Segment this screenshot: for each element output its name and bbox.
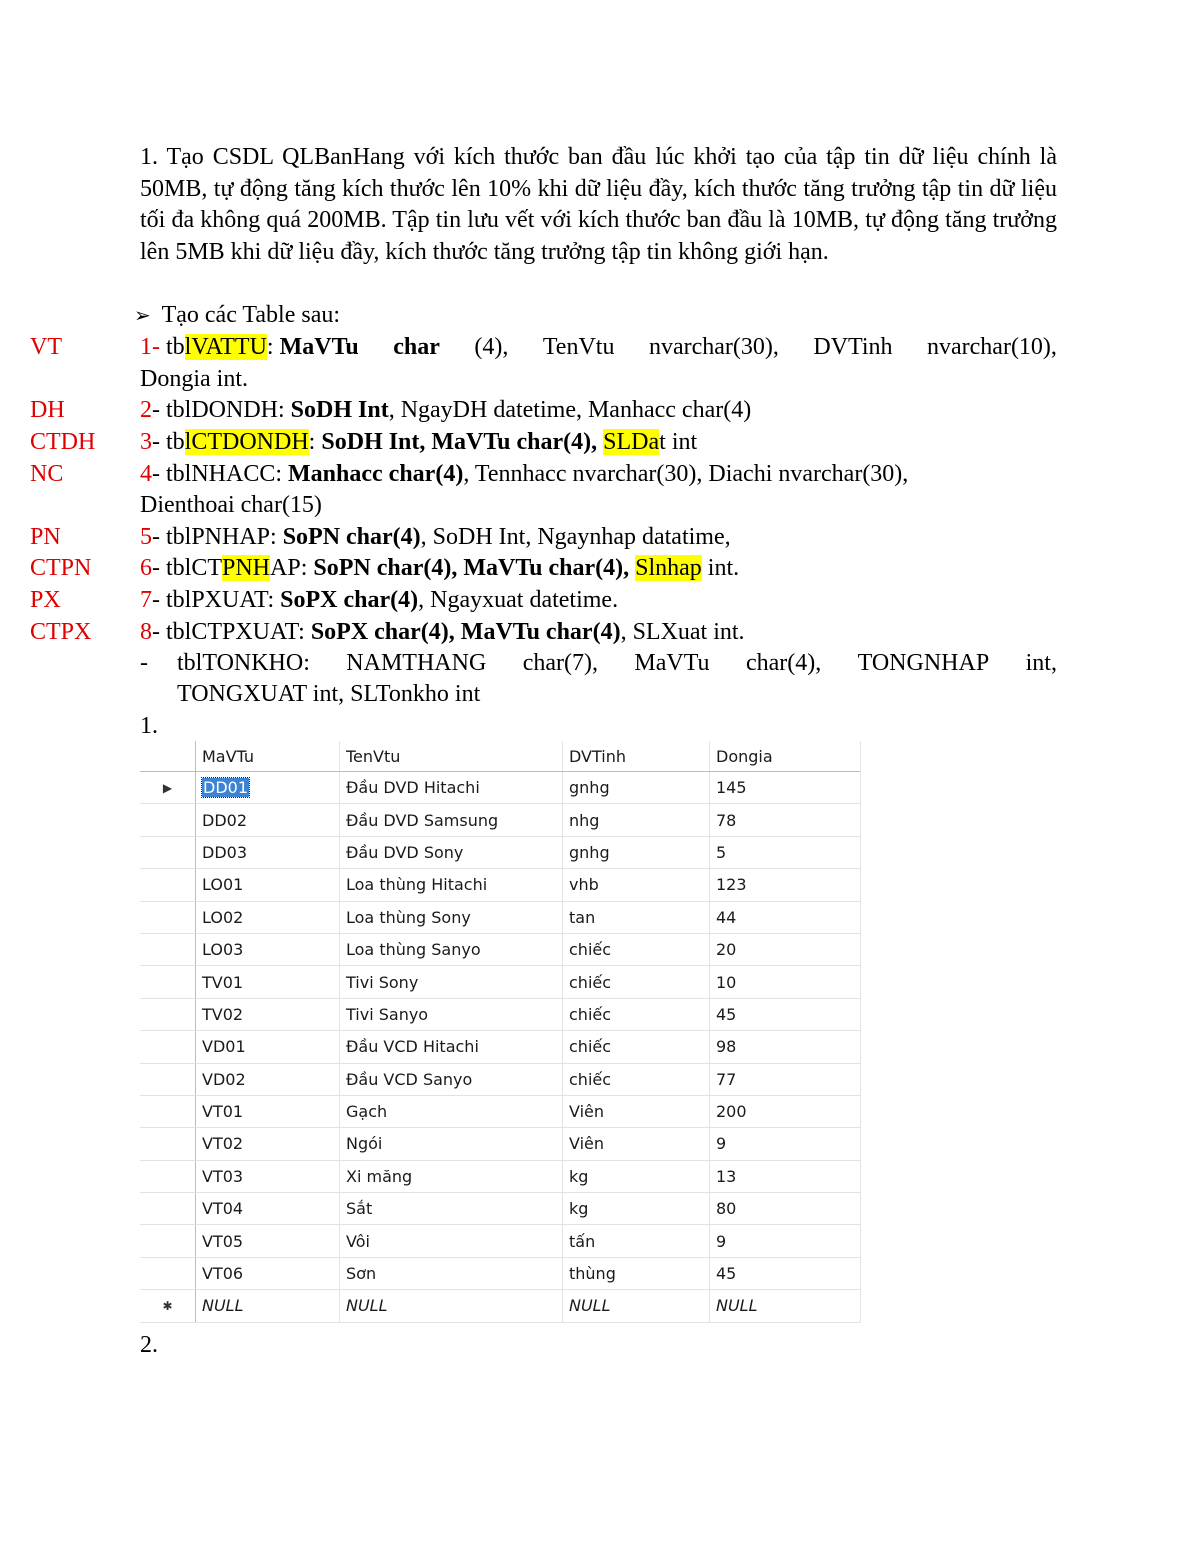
grid-cell-value: Loa thùng Hitachi — [346, 875, 488, 895]
table-row[interactable] — [140, 966, 860, 998]
grid-cell-value: Ngói — [346, 1134, 383, 1154]
grid-cell[interactable] — [563, 1096, 710, 1127]
grid-cell[interactable] — [563, 902, 710, 933]
grid-cell[interactable] — [196, 1128, 340, 1159]
grid-cell-value: gnhg — [569, 778, 610, 798]
grid-cell-value: 45 — [716, 1004, 737, 1024]
grid-cell-value: Vôi — [346, 1231, 370, 1251]
table-row[interactable] — [140, 1258, 860, 1290]
grid-cell[interactable] — [340, 934, 563, 965]
grid-cell-value: 13 — [716, 1166, 737, 1186]
grid-cell[interactable]: NULL — [340, 1290, 563, 1321]
grid-cell[interactable] — [563, 1031, 710, 1062]
grid-cell-value: VT05 — [202, 1231, 244, 1251]
arrow-bullet-icon: ➢ — [134, 303, 151, 327]
grid-cell-value: 145 — [716, 778, 747, 798]
grid-cell-value: DD02 — [202, 810, 247, 830]
grid-cell[interactable] — [196, 1193, 340, 1224]
grid-cell-value: chiếc — [569, 1037, 612, 1057]
table-row[interactable] — [140, 837, 860, 869]
grid-cell[interactable] — [710, 1258, 860, 1289]
grid-cell[interactable] — [710, 1225, 860, 1256]
grid-cell-value: VD01 — [202, 1037, 246, 1057]
grid-cell[interactable] — [563, 1258, 710, 1289]
table-row[interactable] — [140, 902, 860, 934]
table-def-4: 4- tblNHACC: Manhacc char(4), Tennhacc nvarchar(30), Diachi nvarchar(30), — [140, 461, 909, 487]
grid-cell[interactable] — [563, 934, 710, 965]
row-selector[interactable] — [140, 837, 196, 868]
grid-cell[interactable] — [563, 804, 710, 835]
table-row[interactable] — [140, 999, 860, 1031]
abbr-ctpx: CTPX — [30, 619, 92, 645]
grid-cell-value: Xi măng — [346, 1166, 413, 1186]
grid-cell-value: tấn — [569, 1231, 596, 1251]
grid-cell[interactable]: NULL — [563, 1290, 710, 1321]
grid-cell-value: 45 — [716, 1264, 737, 1284]
grid-cell[interactable] — [563, 869, 710, 900]
grid-cell[interactable] — [196, 1258, 340, 1289]
row-selector[interactable] — [140, 966, 196, 997]
grid-cell-value: Đầu DVD Samsung — [346, 810, 499, 830]
grid-cell[interactable] — [340, 1258, 563, 1289]
grid-cell[interactable] — [196, 1031, 340, 1062]
grid-cell-value: Loa thùng Sanyo — [346, 940, 481, 960]
grid-cell-value: 200 — [716, 1102, 747, 1122]
grid-cell-value: kg — [569, 1166, 589, 1186]
grid-cell-value: Tivi Sanyo — [346, 1004, 429, 1024]
table-row[interactable] — [140, 1096, 860, 1128]
table-def-5: 5- tblPNHAP: SoPN char(4), SoDH Int, Ngaynhap datatime, — [140, 524, 731, 550]
grid-cell[interactable] — [196, 1225, 340, 1256]
grid-cell[interactable] — [563, 1161, 710, 1192]
grid-cell-value: VD02 — [202, 1069, 246, 1089]
abbr-vt: VT — [30, 334, 62, 360]
table-def-1: 1- tblVATTU: MaVTu char (4), TenVtu nvarchar(30), DVTinh nvarchar(10), — [140, 334, 1057, 360]
table-row[interactable] — [140, 1031, 860, 1063]
grid-cell-value: 98 — [716, 1037, 737, 1057]
grid-cell[interactable] — [710, 1064, 860, 1095]
table-row[interactable] — [140, 1161, 860, 1193]
abbr-nc: NC — [30, 461, 64, 487]
grid-cell-value: Viên — [569, 1134, 605, 1154]
grid-cell[interactable] — [196, 804, 340, 835]
table-def-9: - tblTONKHO: NAMTHANG char(7), MaVTu char(4), TONGNHAP int, — [140, 650, 1057, 676]
grid-cell[interactable] — [196, 999, 340, 1030]
row-selector[interactable] — [140, 934, 196, 965]
grid-cell-value: Sắt — [346, 1199, 373, 1219]
grid-cell[interactable] — [340, 772, 563, 803]
abbr-px: PX — [30, 587, 61, 613]
grid-cell-value: 44 — [716, 907, 737, 927]
row-selector[interactable] — [140, 1064, 196, 1095]
table-row[interactable] — [140, 772, 860, 804]
grid-cell-value: 9 — [716, 1134, 727, 1154]
row-selector[interactable] — [140, 1031, 196, 1062]
grid-cell-value: Gạch — [346, 1102, 388, 1122]
table-def-8: 8- tblCTPXUAT: SoPX char(4), MaVTu char(4), SLXuat int. — [140, 619, 745, 645]
grid-cell-value: chiếc — [569, 1069, 612, 1089]
grid-cell-value: Đầu DVD Hitachi — [346, 778, 480, 798]
table-row[interactable] — [140, 1128, 860, 1160]
row-selector[interactable] — [140, 869, 196, 900]
grid-cell-value: 80 — [716, 1199, 737, 1219]
grid-cell[interactable] — [563, 1193, 710, 1224]
grid-cell-value: kg — [569, 1199, 589, 1219]
row-selector[interactable] — [140, 1128, 196, 1159]
new-row-star-icon: ✱ — [140, 1290, 196, 1321]
grid-cell-value: chiếc — [569, 940, 612, 960]
bullet-text: Tạo các Table sau: — [161, 302, 341, 328]
table-def-7: 7- tblPXUAT: SoPX char(4), Ngayxuat datetime. — [140, 587, 619, 613]
grid-cell[interactable] — [196, 1161, 340, 1192]
row-selector[interactable] — [140, 1193, 196, 1224]
grid-cell[interactable] — [710, 1096, 860, 1127]
grid-cell-value: vhb — [569, 875, 599, 895]
row-selector[interactable] — [140, 804, 196, 835]
grid-cell[interactable] — [196, 1096, 340, 1127]
grid-cell[interactable] — [563, 1128, 710, 1159]
grid-cell[interactable] — [710, 837, 860, 868]
table-row[interactable] — [140, 934, 860, 966]
column-header-tenvtu[interactable]: TenVtu — [340, 741, 563, 771]
grid-header-row — [140, 741, 860, 772]
bullet-line — [134, 300, 340, 331]
column-header-dongia[interactable]: Dongia — [716, 746, 773, 766]
grid-cell[interactable] — [196, 902, 340, 933]
new-row[interactable] — [140, 1290, 860, 1322]
grid-cell-value: nhg — [569, 810, 600, 830]
grid-cell-value: 77 — [716, 1069, 737, 1089]
grid-cell-value: 10 — [716, 972, 737, 992]
grid-cell[interactable] — [710, 1031, 860, 1062]
grid-cell-value: Đầu VCD Sanyo — [346, 1069, 473, 1089]
row-selector[interactable] — [140, 999, 196, 1030]
grid-cell-value: DD03 — [202, 842, 247, 862]
grid-cell[interactable] — [196, 966, 340, 997]
grid-cell[interactable] — [563, 772, 710, 803]
grid-cell-value: VT03 — [202, 1166, 244, 1186]
grid-cell[interactable] — [710, 966, 860, 997]
grid-cell-value: tan — [569, 907, 596, 927]
grid-cell-value: Đầu DVD Sony — [346, 842, 464, 862]
grid-cell-value: TV02 — [202, 1004, 244, 1024]
grid-cell[interactable] — [196, 772, 340, 803]
row-selector[interactable] — [140, 1225, 196, 1256]
grid-cell[interactable] — [710, 772, 860, 803]
section-2-label: 2. — [140, 1332, 158, 1358]
grid-cell[interactable] — [710, 934, 860, 965]
grid-cell-value: Loa thùng Sony — [346, 907, 471, 927]
grid-cell-value: Sơn — [346, 1264, 377, 1284]
grid-cell[interactable] — [710, 804, 860, 835]
grid-cell-value: thùng — [569, 1264, 616, 1284]
grid-cell[interactable] — [563, 1225, 710, 1256]
abbr-ctdh: CTDH — [30, 429, 96, 455]
grid-cell-value: chiếc — [569, 972, 612, 992]
table-row[interactable] — [140, 869, 860, 901]
grid-cell-value: 20 — [716, 940, 737, 960]
abbr-ctpn: CTPN — [30, 555, 92, 581]
grid-cell[interactable] — [340, 1128, 563, 1159]
grid-cell[interactable] — [196, 869, 340, 900]
grid-cell-value: 9 — [716, 1231, 727, 1251]
row-selector[interactable] — [140, 1096, 196, 1127]
table-def-6: 6- tblCTPNHAP: SoPN char(4), MaVTu char(4), Slnhap int. — [140, 555, 740, 581]
table-row[interactable] — [140, 1064, 860, 1096]
grid-cell[interactable] — [563, 999, 710, 1030]
grid-cell-value: TV01 — [202, 972, 244, 992]
grid-cell[interactable] — [340, 804, 563, 835]
grid-cell-value: VT02 — [202, 1134, 244, 1154]
row-selector[interactable] — [140, 1258, 196, 1289]
section-1-label: 1. — [140, 713, 158, 739]
grid-cell-value: VT04 — [202, 1199, 244, 1219]
grid-cell[interactable] — [710, 1193, 860, 1224]
column-header-mavtu[interactable]: MaVTu — [196, 741, 340, 771]
grid-cell[interactable] — [196, 1064, 340, 1095]
table-def-9-cont: TONGXUAT int, SLTonkho int — [177, 681, 481, 707]
grid-cell-value: VT06 — [202, 1264, 244, 1284]
grid-cell[interactable] — [340, 1031, 563, 1062]
grid-cell[interactable] — [340, 1096, 563, 1127]
table-row[interactable] — [140, 804, 860, 836]
grid-cell-value: 123 — [716, 875, 747, 895]
grid-cell[interactable] — [710, 1128, 860, 1159]
results-grid[interactable] — [140, 741, 861, 1323]
grid-cell-value: 5 — [716, 842, 727, 862]
grid-cell[interactable]: NULL — [196, 1290, 340, 1321]
grid-cell[interactable] — [563, 837, 710, 868]
grid-cell-value: chiếc — [569, 1004, 612, 1024]
current-row-arrow-icon[interactable]: ▶ — [140, 772, 196, 803]
table-row[interactable] — [140, 1225, 860, 1257]
grid-cell[interactable] — [340, 902, 563, 933]
grid-cell[interactable] — [196, 837, 340, 868]
table-def-2: 2- tblDONDH: SoDH Int, NgayDH datetime, Manhacc char(4) — [140, 397, 752, 423]
grid-cell[interactable] — [710, 902, 860, 933]
row-selector[interactable] — [140, 1161, 196, 1192]
grid-cell-value: gnhg — [569, 842, 610, 862]
row-selector-header — [140, 741, 196, 771]
column-header-dvtinh[interactable]: DVTinh — [563, 741, 710, 771]
grid-cell[interactable] — [340, 1064, 563, 1095]
grid-cell-value: Đầu VCD Hitachi — [346, 1037, 479, 1057]
grid-cell-value: 78 — [716, 810, 737, 830]
table-def-1-cont: Dongia int. — [140, 366, 248, 392]
grid-cell-value: LO03 — [202, 940, 244, 960]
grid-cell[interactable] — [340, 1225, 563, 1256]
grid-cell[interactable] — [710, 1161, 860, 1192]
table-row[interactable] — [140, 1193, 860, 1225]
grid-cell-value: DD01 — [203, 778, 248, 798]
grid-cell[interactable] — [340, 966, 563, 997]
grid-cell[interactable] — [340, 1193, 563, 1224]
table-def-3: 3- tblCTDONDH: SoDH Int, MaVTu char(4), SLDat int — [140, 429, 698, 455]
grid-cell-value: Tivi Sony — [346, 972, 419, 992]
grid-cell[interactable] — [563, 966, 710, 997]
grid-cell-value: LO02 — [202, 907, 244, 927]
table-def-4-cont: Dienthoai char(15) — [140, 492, 322, 518]
row-selector[interactable] — [140, 902, 196, 933]
grid-cell[interactable] — [710, 999, 860, 1030]
abbr-pn: PN — [30, 524, 61, 550]
intro-paragraph: 1. Tạo CSDL QLBanHang với kích thước ban đầu lúc khởi tạo của tập tin dữ liệu chính là 50MB, tự động tăng kích thước lên 10% khi dữ liệu đầy, kích thước tăng trưởng tập tin dữ liệu tối đa không quá 200MB. Tập tin lưu vết với kích thước ban đầu là 10MB, tự động tăng trưởng lên 5MB khi dữ liệu đầy, kích thước tăng trưởng tập tin không giới hạn. — [140, 144, 1057, 265]
grid-cell[interactable] — [563, 1064, 710, 1095]
grid-cell[interactable] — [196, 934, 340, 965]
grid-cell-value: VT01 — [202, 1102, 244, 1122]
grid-cell-value: Viên — [569, 1102, 605, 1122]
grid-cell[interactable] — [340, 999, 563, 1030]
grid-cell[interactable] — [340, 869, 563, 900]
grid-cell-value: LO01 — [202, 875, 244, 895]
grid-cell[interactable] — [340, 1161, 563, 1192]
abbr-dh: DH — [30, 397, 65, 423]
grid-cell[interactable] — [340, 837, 563, 868]
grid-cell[interactable]: NULL — [716, 1296, 758, 1316]
grid-cell[interactable] — [710, 869, 860, 900]
